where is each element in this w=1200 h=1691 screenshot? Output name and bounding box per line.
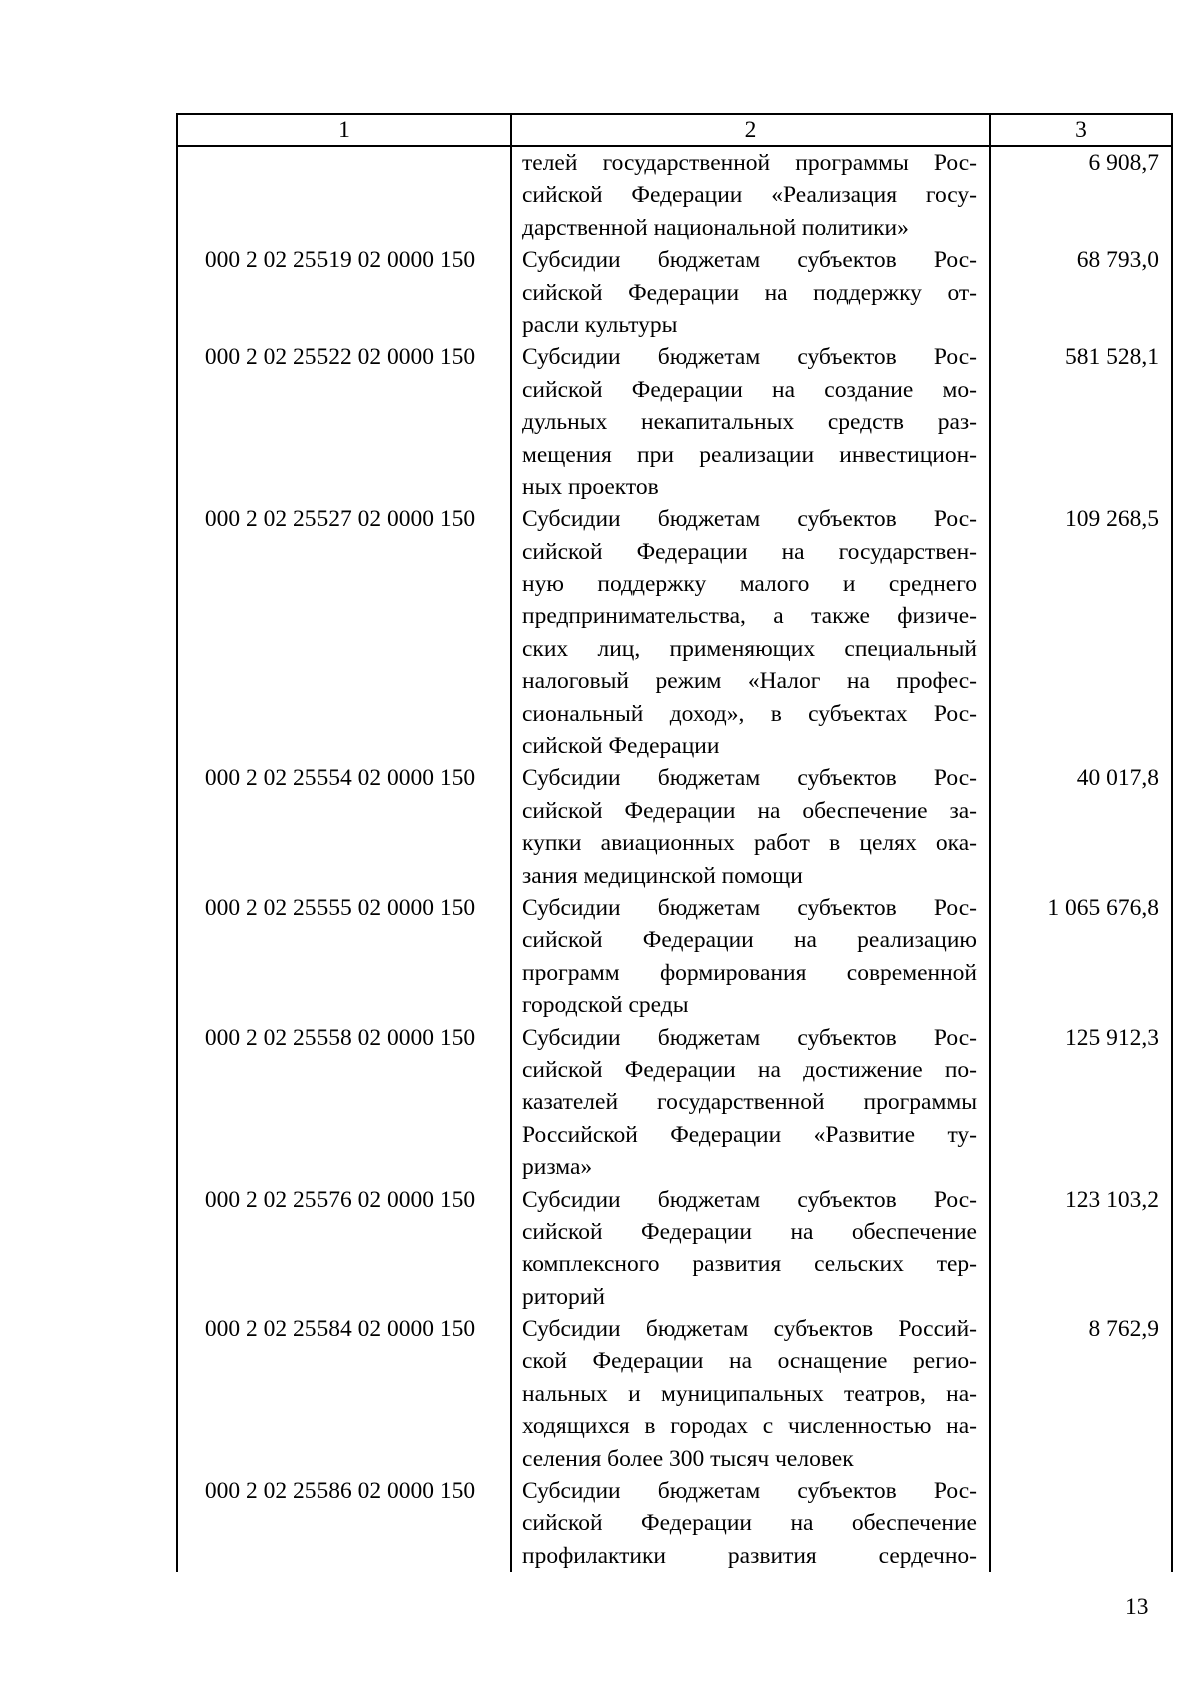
row-description-line: Субсидии бюджетам субъектов Россий- (522, 1316, 977, 1343)
row-description-line: Субсидии бюджетам субъектов Рос- (522, 1186, 977, 1213)
row-description-line: ную поддержку малого и среднего (522, 571, 977, 598)
row-amount-cell (990, 892, 1172, 1022)
row-description-line: Субсидии бюджетам субъектов Рос- (522, 894, 977, 921)
row-amount-cell (990, 503, 1172, 762)
table-row (177, 1475, 1172, 1572)
row-description-cell (511, 341, 990, 503)
row-amount-cell (990, 1184, 1172, 1314)
table-row (177, 244, 1172, 341)
table-row (177, 892, 1172, 1022)
header-row (177, 114, 1172, 146)
table-row (177, 1022, 1172, 1184)
row-amount: 8 762,9 (1088, 1316, 1159, 1343)
row-amount (991, 1475, 1171, 1507)
row-description-line: сийской Федерации на достижение по- (522, 1056, 977, 1083)
table-row (177, 1313, 1172, 1475)
row-code: 000 2 02 25519 02 0000 150 (204, 247, 476, 274)
row-description-line: нальных и муниципальных театров, на- (522, 1380, 977, 1407)
row-amount: 68 793,0 (1076, 247, 1159, 274)
row-description-line: сийской Федерации на государствен- (522, 538, 977, 565)
row-code: 000 2 02 25558 02 0000 150 (204, 1024, 476, 1051)
row-description-line: Субсидии бюджетам субъектов Рос- (522, 765, 977, 792)
row-code-cell (177, 1184, 511, 1314)
row-code (178, 147, 510, 179)
row-description-line: сийской Федерации на обеспечение (522, 1218, 977, 1245)
row-code-cell (177, 341, 511, 503)
row-description-line: сийской Федерации «Реализация госу- (522, 182, 977, 209)
row-description-line: сийской Федерации на обеспечение за- (522, 797, 977, 824)
row-description-line: расли культуры (522, 311, 678, 338)
row-description-line: мещения при реализации инвестицион- (522, 441, 977, 468)
row-description-line: сийской Федерации на реализацию (522, 927, 977, 954)
row-amount-cell (990, 244, 1172, 341)
row-code-cell (177, 1022, 511, 1184)
row-description-line: дарственной национальной политики» (522, 214, 909, 241)
row-description-line: Российской Федерации «Развитие ту- (522, 1121, 977, 1148)
row-description-line: сийской Федерации (522, 733, 720, 760)
row-code: 000 2 02 25555 02 0000 150 (204, 894, 476, 921)
row-code: 000 2 02 25522 02 0000 150 (204, 344, 476, 371)
row-description-line: купки авиационных работ в целях ока- (522, 830, 977, 857)
row-code-cell (177, 503, 511, 762)
row-description-line: зания медицинской помощи (522, 862, 803, 889)
row-amount: 6 908,7 (1088, 150, 1159, 176)
row-amount: 40 017,8 (1076, 765, 1159, 792)
row-description-cell (511, 1475, 990, 1572)
row-amount-cell (990, 1022, 1172, 1184)
row-amount-cell (990, 762, 1172, 892)
row-amount: 581 528,1 (1065, 344, 1159, 371)
row-description-cell (511, 244, 990, 341)
row-description-line: ходящихся в городах с численностью на- (522, 1413, 977, 1440)
row-description-line: ных проектов (522, 473, 659, 500)
row-amount-cell (990, 1475, 1172, 1572)
row-code-cell (177, 244, 511, 341)
row-description-line: ских лиц, применяющих специальный (522, 635, 977, 662)
table-row (177, 762, 1172, 892)
row-code: 000 2 02 25586 02 0000 150 (204, 1478, 476, 1505)
row-description-cell (511, 1184, 990, 1314)
row-description-line: казателей государственной программы (522, 1089, 977, 1116)
row-description-line: профилактики развития сердечно- (522, 1542, 977, 1569)
row-code-cell (177, 1313, 511, 1475)
row-amount-cell (990, 146, 1172, 244)
row-amount-cell (990, 341, 1172, 503)
row-code: 000 2 02 25554 02 0000 150 (204, 765, 476, 792)
row-code: 000 2 02 25527 02 0000 150 (204, 506, 476, 533)
column-header-2: 2 (511, 114, 990, 146)
table-row (177, 1184, 1172, 1314)
table-row (177, 341, 1172, 503)
row-amount: 125 912,3 (1065, 1024, 1159, 1051)
row-description-line: комплексного развития сельских тер- (522, 1251, 977, 1278)
row-description-line: телей государственной программы Рос- (522, 150, 977, 176)
budget-table (176, 113, 1173, 1572)
row-code-cell (177, 762, 511, 892)
table-body (177, 146, 1172, 1572)
row-description-cell (511, 1313, 990, 1475)
row-description-line: селения более 300 тысяч человек (522, 1445, 854, 1472)
row-code-cell (177, 1475, 511, 1572)
row-description-line: предпринимательства, а также физиче- (522, 603, 977, 630)
row-description-cell (511, 146, 990, 244)
row-description-line: дульных некапитальных средств раз- (522, 409, 977, 436)
row-amount: 1 065 676,8 (1047, 894, 1159, 921)
row-description-line: Субсидии бюджетам субъектов Рос- (522, 1024, 977, 1051)
row-description-line: сийской Федерации на обеспечение (522, 1510, 977, 1537)
row-code-cell (177, 146, 511, 244)
row-description-line: ризма» (522, 1154, 593, 1181)
row-code: 000 2 02 25584 02 0000 150 (204, 1316, 476, 1343)
row-description-line: сийской Федерации на создание мо- (522, 376, 977, 403)
row-description-cell (511, 503, 990, 762)
row-description-cell (511, 1022, 990, 1184)
table-row (177, 146, 1172, 244)
row-amount-cell (990, 1313, 1172, 1475)
row-description-line: сийской Федерации на поддержку от- (522, 279, 977, 306)
row-code: 000 2 02 25576 02 0000 150 (204, 1186, 476, 1213)
row-description-line: городской среды (522, 992, 689, 1019)
table-row (177, 503, 1172, 762)
row-description-line: программ формирования современной (522, 959, 977, 986)
row-description-cell (511, 892, 990, 1022)
column-header-1: 1 (177, 114, 511, 146)
row-description-line: сиональный доход», в субъектах Рос- (522, 700, 977, 727)
row-amount: 109 268,5 (1065, 506, 1159, 533)
column-header-3: 3 (990, 114, 1172, 146)
row-description-line: Субсидии бюджетам субъектов Рос- (522, 1478, 977, 1505)
row-description-line: ской Федерации на оснащение регио- (522, 1348, 977, 1375)
row-description-line: Субсидии бюджетам субъектов Рос- (522, 506, 977, 533)
row-code-cell (177, 892, 511, 1022)
row-description-line: Субсидии бюджетам субъектов Рос- (522, 247, 977, 274)
row-description-cell (511, 762, 990, 892)
row-amount: 123 103,2 (1065, 1186, 1159, 1213)
page-number: 13 (1125, 1594, 1149, 1620)
row-description-line: налоговый режим «Налог на профес- (522, 668, 977, 695)
row-description-line: Субсидии бюджетам субъектов Рос- (522, 344, 977, 371)
row-description-line: риторий (522, 1283, 605, 1310)
